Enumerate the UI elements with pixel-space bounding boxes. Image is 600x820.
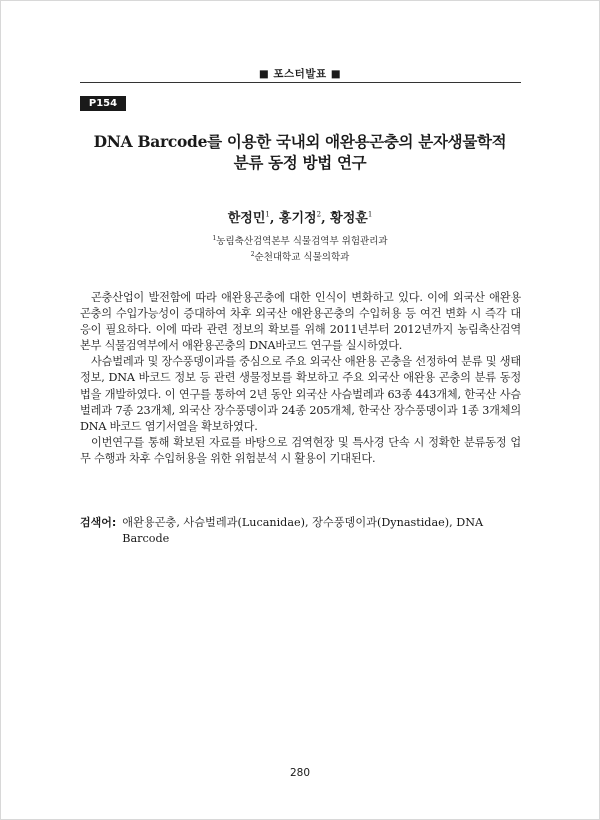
author-name: 홍기정 (278, 211, 317, 226)
page-number: 280 (289, 767, 311, 779)
abstract-paragraph: 이번연구를 통해 확보된 자료를 바탕으로 검역현장 및 특사경 단속 시 정확한 분류동정 업무 수행과 차후 수입허용을 위한 위험분석 시 활용이 기대된다. (80, 435, 521, 465)
abstract-paragraph: 사슴벌레과 및 장수풍뎅이과를 중심으로 주요 외국산 애완용 곤충을 선정하여 분류 및 생태 정보, DNA 바코드 정보 등 관련 생물정보를 확보하고 주요 외국산 애완용 곤충의 분류 동정법을 개발하였다. 이 연구를 통하여 2년 동안 외국산 사슴벌레과 63종 443개체, 한국산 사슴벌레과 7종 23개체, 외국산 장수풍뎅이과 24종 205개체, 한국산 장수풍뎅이과 1종 3개체의 DNA 바코드 염기서열을 확보하였다. (80, 355, 521, 433)
author-affiliation-mark: 2 (316, 210, 322, 219)
poster-id-badge: P154 (80, 96, 126, 111)
abstract-body (80, 290, 521, 467)
author-separator: , (321, 211, 331, 226)
paper-title-line-1: DNA Barcode를 이용한 국내외 애완용곤충의 분자생물학적 (93, 132, 507, 151)
author-name: 황정훈 (330, 211, 368, 226)
header-divider (80, 82, 521, 83)
keywords-text: 애완용곤충, 사슴벌레과(Lucanidae), 장수풍뎅이과(Dynastidae), DNA Barcode (122, 516, 484, 545)
author-separator: , (269, 211, 279, 226)
affiliation-text: 순천대학교 식물의학과 (254, 251, 350, 263)
paper-title (70, 131, 530, 173)
section-header-label: ■ 포스터발표 ■ (258, 68, 342, 80)
affiliation-mark: 2 (250, 250, 255, 258)
affiliation-item (0, 249, 600, 265)
author-affiliation-mark: 1 (265, 210, 270, 219)
paper-title-line-2: 분류 동정 방법 연구 (233, 153, 367, 172)
author-name: 한정민 (227, 211, 266, 226)
keywords-label: 검색어: (80, 516, 117, 529)
affiliation-mark: 1 (212, 235, 217, 242)
keywords-section (80, 515, 521, 547)
author-list (0, 207, 600, 226)
affiliation-item (0, 233, 600, 249)
affiliation-text: 농림축산검역본부 식물검역부 위험관리과 (216, 236, 388, 248)
affiliation-list (0, 233, 600, 264)
abstract-paragraph: 곤충산업이 발전함에 따라 애완용곤충에 대한 인식이 변화하고 있다. 이에 외국산 애완용 곤충의 수입가능성이 증대하여 차후 외국산 애완용곤충의 수입허용 등 여건 변화 시 즉각 대응이 필요하다. 이에 따라 관련 정보의 확보를 위해 2011년부터 2012년까지 농림축산검역본부 식물검역부에서 애완용곤충의 DNA바코드 연구를 실시하였다. (80, 291, 521, 353)
author-affiliation-mark: 1 (367, 210, 373, 219)
